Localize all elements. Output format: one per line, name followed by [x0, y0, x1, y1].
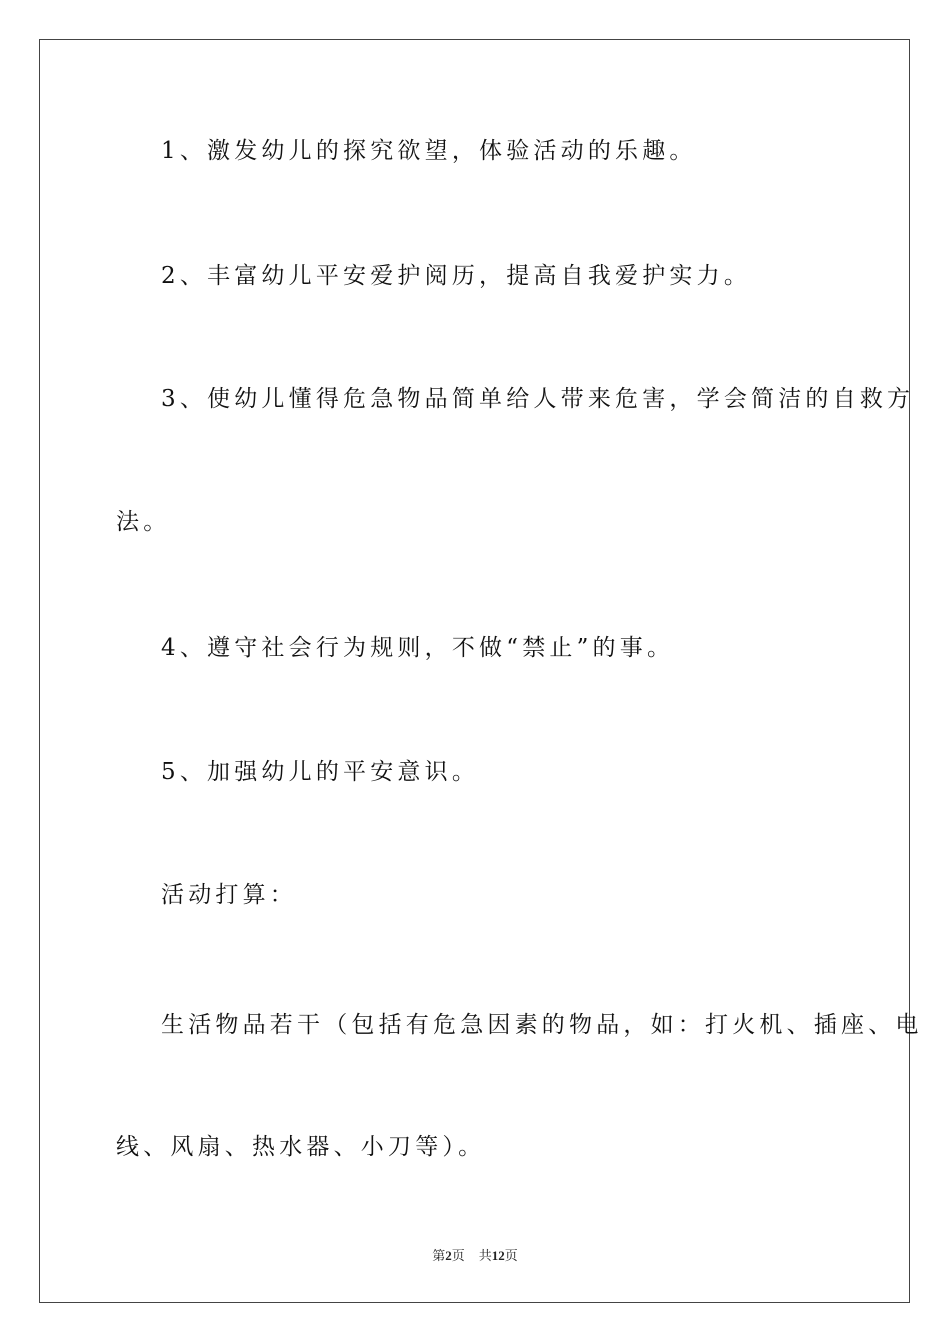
- footer-total-pages: 12: [491, 1248, 505, 1263]
- paragraph-objective-1: 1、激发幼儿的探究欲望，体验活动的乐趣。: [161, 138, 697, 164]
- page-border: [39, 39, 910, 1303]
- section-heading-preparation: 活动打算：: [161, 882, 297, 908]
- footer-page-number: 2: [445, 1248, 452, 1263]
- footer-page-prefix: 第: [432, 1248, 446, 1263]
- paragraph-materials-line-1: 生活物品若干（包括有危急因素的物品，如：打火机、插座、电: [161, 1012, 923, 1038]
- paragraph-objective-4: 4、遵守社会行为规则，不做“禁止”的事。: [161, 635, 675, 661]
- paragraph-objective-3-line-2: 法。: [116, 509, 171, 535]
- footer-page-suffix: 页: [451, 1248, 465, 1263]
- footer-total-suffix: 页: [504, 1248, 518, 1263]
- paragraph-materials-line-2: 线、风扇、热水器、小刀等）。: [116, 1134, 486, 1160]
- page-footer: [0, 1245, 950, 1264]
- footer-total-prefix: 共: [478, 1248, 492, 1263]
- paragraph-objective-3-line-1: 3、使幼儿懂得危急物品简单给人带来危害，学会简洁的自救方: [161, 386, 915, 412]
- paragraph-objective-2: 2、丰富幼儿平安爱护阅历，提高自我爱护实力。: [161, 263, 752, 289]
- paragraph-objective-5: 5、加强幼儿的平安意识。: [161, 759, 480, 785]
